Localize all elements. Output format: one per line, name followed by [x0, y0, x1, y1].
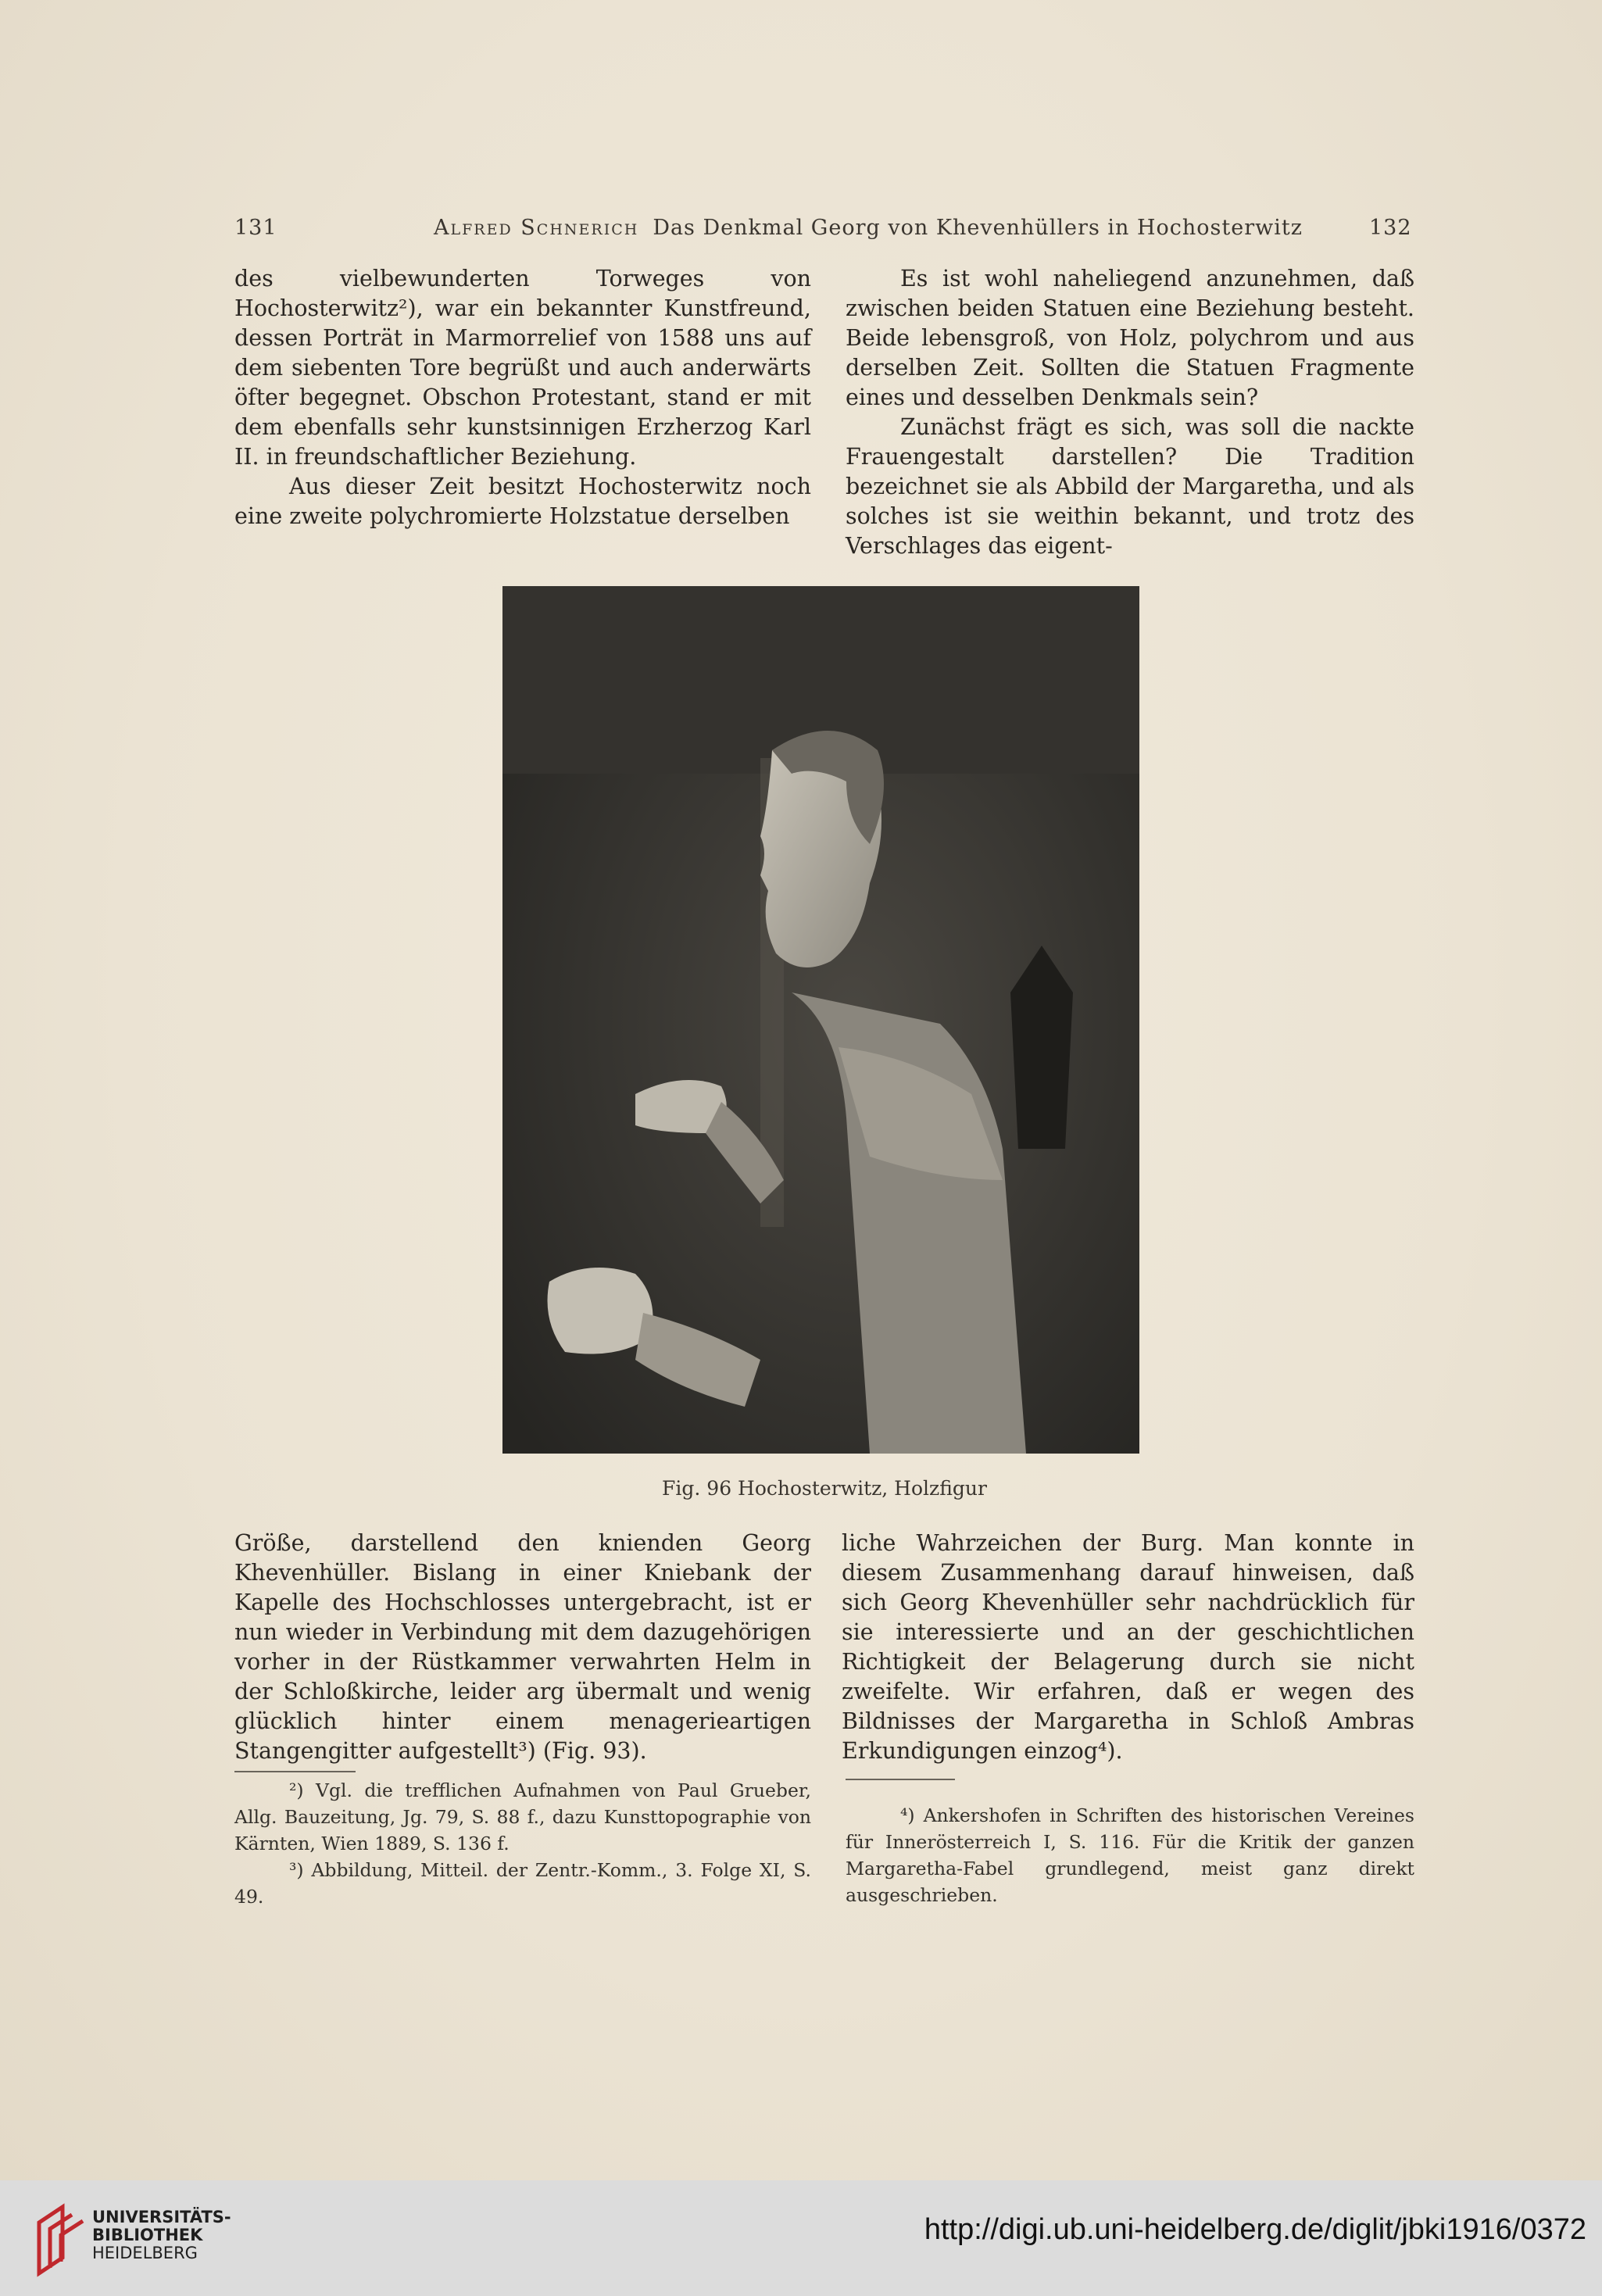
footnote: ²) Vgl. die trefflichen Aufnahmen von Paul Grueber, Allg. Bauzeitung, Jg. 79, S. 88 f., dazu Kunsttopographie von Kärnten, Wien 1889, S. 136 f.: [234, 1779, 811, 1854]
paragraph: Größe, darstellend den knienden Georg Khevenhüller. Bislang in einer Kniebank der Kapelle des Hochschlosses untergebracht, ist er nun wieder in Verbindung mit dem dazugehörigen vorher in der Rüstkammer verwahrten Helm in der Schloßkirche, leider arg übermalt und wenig glücklich hinter einem menagerieartigen Stangengitter aufgestellt³) (Fig. 93).: [234, 1530, 811, 1764]
header-author: Alfred Schnerich: [434, 216, 639, 240]
page-number-right: 132: [1369, 216, 1412, 240]
column-bottom-left: [234, 1529, 811, 1766]
footnote: ⁴) Ankershofen in Schriften des historischen Vereines für Innerösterreich I, S. 116. Für die Kritik der ganzen Margaretha-Fabel grundlegend, meist ganz direkt ausgeschrieben.: [846, 1804, 1414, 1906]
paragraph: liche Wahrzeichen der Burg. Man konnte in diesem Zusammenhang darauf hinweisen, daß sich Georg Khevenhüller sehr nachdrücklich für sie interessierte und an der geschichtlichen Richtigkeit der Belagerung durch sie nicht zweifelte. Wir erfahren, daß er wegen des Bildnisses der Margaretha in Schloß Ambras Erkundigungen einzog⁴).: [842, 1530, 1414, 1764]
paragraph: Aus dieser Zeit besitzt Hochosterwitz noch eine zweite polychromierte Holzstatue derselben: [234, 474, 811, 529]
header-title: Das Denkmal Georg von Khevenhüllers in Hochosterwitz: [653, 216, 1303, 240]
column-bottom-right: [842, 1529, 1414, 1766]
figure-photograph: [502, 586, 1139, 1454]
footnotes-left: [234, 1777, 811, 1910]
page-number-left: 131: [234, 216, 277, 240]
column-top-left: [234, 264, 811, 531]
footnote-divider: [234, 1771, 356, 1772]
paragraph: des vielbewunderten Torweges von Hochosterwitz²), war ein bekannter Kunstfreund, dessen Porträt in Marmorrelief von 1588 uns auf dem siebenten Tore begrüßt und auch anderwärts öfter begegnet. Obschon Protestant, stand er mit dem ebenfalls sehr kunstsinnigen Erzherzog Karl II. in freundschaftlicher Beziehung.: [234, 266, 811, 470]
paragraph: Zunächst frägt es sich, was soll die nackte Frauengestalt darstellen? Die Tradition bezeichnet sie als Abbild der Margaretha, und als solches ist sie weithin bekannt, und trotz des Verschlages das eigent-: [846, 414, 1414, 559]
permalink-url[interactable]: http://digi.ub.uni-heidelberg.de/diglit/jbki1916/0372: [924, 2213, 1586, 2246]
paragraph: Es ist wohl naheliegend anzunehmen, daß zwischen beiden Statuen eine Beziehung besteht. Beide lebensgroß, von Holz, polychrom und aus derselben Zeit. Sollten die Statuen Fragmente eines und desselben Denkmals sein?: [846, 266, 1414, 410]
footnotes-right: [846, 1802, 1414, 1908]
wooden-statue-photo: [502, 586, 1139, 1454]
university-library-logo-icon[interactable]: [31, 2199, 91, 2277]
running-header: [434, 216, 1303, 240]
column-top-right: [846, 264, 1414, 561]
footnote-divider: [846, 1779, 955, 1780]
footnote: ³) Abbildung, Mitteil. der Zentr.-Komm., 3. Folge XI, S. 49.: [234, 1859, 811, 1908]
library-name[interactable]: UNIVERSITÄTS- BIBLIOTHEK HEIDELBERG: [92, 2208, 231, 2262]
figure-caption: Fig. 96 Hochosterwitz, Holzfigur: [662, 1477, 987, 1500]
